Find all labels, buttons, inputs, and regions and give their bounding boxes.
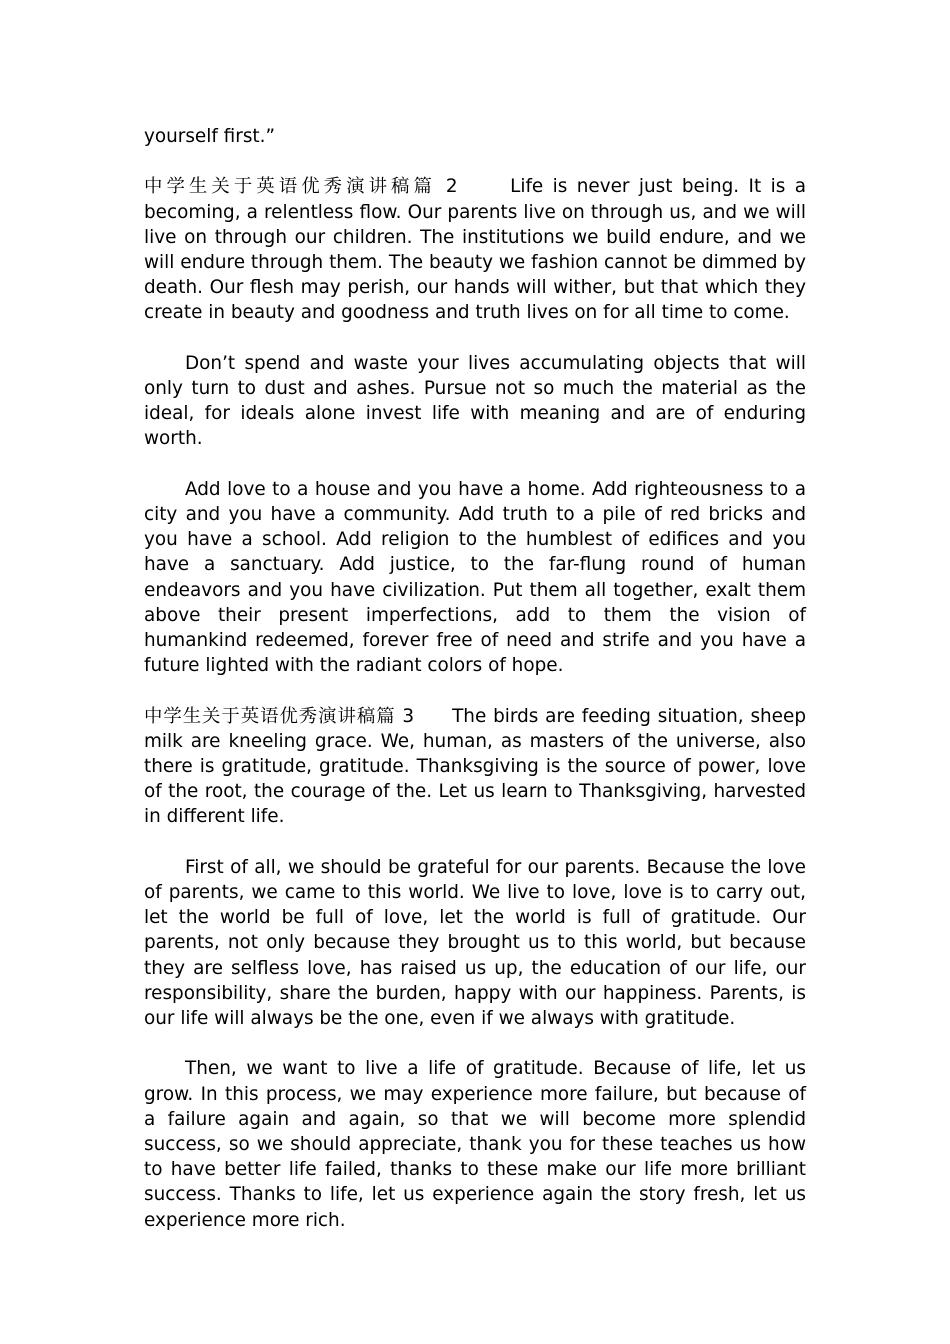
paragraph-dont-waste [144, 351, 806, 452]
paragraph-speech-3-intro [144, 704, 806, 830]
section-heading-speech-3: 中学生关于英语优秀演讲稿篇 3 [144, 705, 415, 727]
paragraph-grateful-parents [144, 855, 806, 1031]
paragraph-closing-quote [144, 124, 806, 149]
paragraph-text: Then, we want to live a life of gratitude. Because of life, let us grow. In this process, we may experience more failure, but because of a failure again and again, so that we will become more splendid success, so we should appreciate, thank you for these teaches us how to have better life failed, thanks to these make our life more brilliant success. Thanks to life, let us experience again the story fresh, let us experience more rich. [144, 1058, 806, 1231]
paragraph-text: yourself first.” [144, 126, 275, 147]
paragraph-text: Life is never just being. It is a becoming, a relentless flow. Our parents live on through us, and we will live on through our children. The institutions we build endure, and we will endure through them. The beauty we fashion cannot be dimmed by death. Our flesh may perish, our hands will wither, but that which they create in beauty and goodness and truth lives on for all time to come. [144, 176, 806, 324]
paragraph-life-gratitude [144, 1056, 806, 1232]
paragraph-text: First of all, we should be grateful for our parents. Because the love of parents, we came to this world. We live to love, love is to carry out, let the world be full of love, let the world is full of gratitude. Our parents, not only because they brought us to this world, but because they are selfless love, has raised us up, the education of our life, our responsibility, share the burden, happy with our happiness. Parents, is our life will always be the one, even if we always with gratitude. [144, 856, 806, 1030]
section-heading-speech-2: 中学生关于英语优秀演讲稿篇 2 [144, 176, 459, 198]
paragraph-text: The birds are feeding situation, sheep milk are kneeling grace. We, human, as masters of the universe, also there is gratitude, gratitude. Thanksgiving is the source of power, love of the root, the courage of the. Let us learn to Thanksgiving, harvested in different life. [144, 705, 806, 828]
paragraph-text: Don’t spend and waste your lives accumulating objects that will only turn to dust and ashes. Pursue not so much the material as the ideal, for ideals alone invest life with meaning and are of enduring worth. [144, 352, 806, 450]
paragraph-add-love [144, 477, 806, 679]
paragraph-speech-2-intro [144, 174, 806, 325]
document-page [144, 124, 806, 1258]
paragraph-text: Add love to a house and you have a home. Add righteousness to a city and you have a community. Add truth to a pile of red bricks and you have a school. Add religion to the humblest of edifices and you have a sanctuary. Add justice, to the far-flung round of human endeavors and you have civilization. Put them all together, exalt them above their present imperfections, add to them the vision of humankind redeemed, forever free of need and strife and you have a future lighted with the radiant colors of hope. [144, 478, 806, 677]
